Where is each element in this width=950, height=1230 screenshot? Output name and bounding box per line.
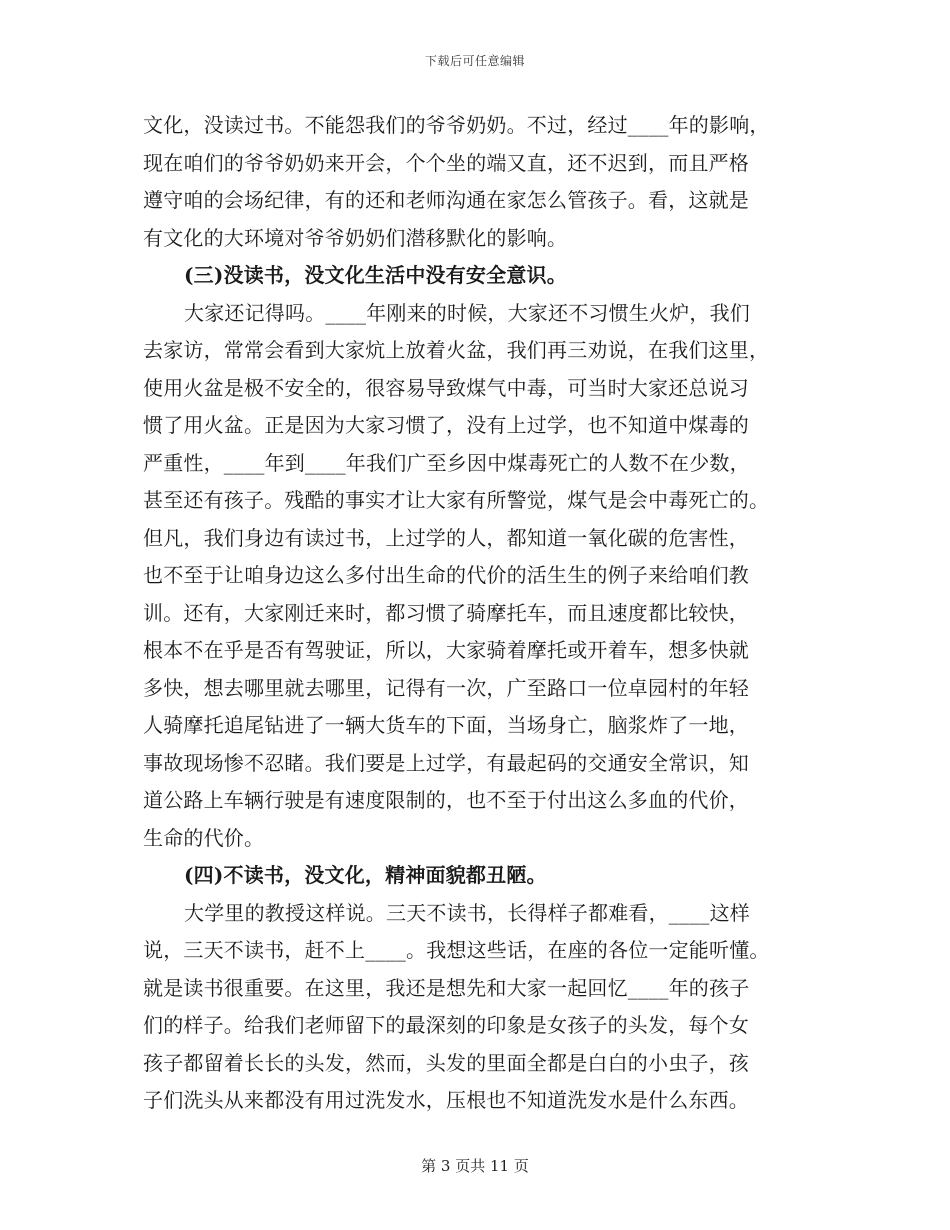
text-line: 遵守咱的会场纪律，有的还和老师沟通在家怎么管孩子。看，这就是 <box>143 188 749 212</box>
text-line: 生命的代价。 <box>143 825 265 850</box>
text-line: 大家还记得吗。____年刚来的时候，大家还不习惯生火炉，我们 <box>184 300 750 325</box>
body-text <box>143 107 803 1120</box>
text-line: 事故现场惨不忍睹。我们要是上过学，有最起码的交通安全常识，知 <box>143 750 749 775</box>
text-line: 也不至于让咱身边这么多付出生命的代价的活生生的例子来给咱们教 <box>143 563 749 587</box>
text-line: 人骑摩托追尾钻进了一辆大货车的下面，当场身亡，脑浆炸了一地， <box>143 713 749 737</box>
page-header: 下载后可任意编辑 <box>424 54 525 68</box>
page-footer: 第 3 页共 11 页 <box>421 1157 529 1175</box>
text-line: 有文化的大环境对爷爷奶奶们潜移默化的影响。 <box>143 225 568 250</box>
text-line: 说，三天不读书，赶不上____。我想这些话，在座的各位一定能听懂。 <box>143 938 770 962</box>
text-line: 孩子都留着长长的头发，然而，头发的里面全都是白白的小虫子，孩 <box>143 1050 749 1075</box>
text-line: 根本不在乎是否有驾驶证，所以，大家骑着摩托或开着车，想多快就 <box>143 638 749 662</box>
text-line: 大学里的教授这样说。三天不读书，长得样子都难看，____这样 <box>184 900 750 925</box>
text-line: 但凡，我们身边有读过书，上过学的人，都知道一氧化碳的危害性， <box>143 525 749 550</box>
text-line: 道公路上车辆行驶是有速度限制的，也不至于付出这么多血的代价， <box>143 788 749 812</box>
text-line: 使用火盆是极不安全的，很容易导致煤气中毒，可当时大家还总说习 <box>143 375 749 400</box>
section-heading: (三)没读书，没文化生活中没有安全意识。 <box>184 263 567 287</box>
text-line: 文化，没读过书。不能怨我们的爷爷奶奶。不过，经过____年的影响， <box>143 113 770 137</box>
text-line: 子们洗头从来都没有用过洗发水，压根也不知道洗发水是什么东西。 <box>143 1088 749 1112</box>
text-line: 们的样子。给我们老师留下的最深刻的印象是女孩子的头发，每个女 <box>143 1013 749 1037</box>
text-line: 惯了用火盆。正是因为大家习惯了，没有上过学，也不知道中煤毒的 <box>143 413 749 437</box>
text-line: 甚至还有孩子。残酷的事实才让大家有所警觉，煤气是会中毒死亡的。 <box>143 488 770 512</box>
text-line: 去家访，常常会看到大家炕上放着火盆，我们再三劝说，在我们这里， <box>143 338 770 362</box>
text-line: 训。还有，大家刚迁来时，都习惯了骑摩托车，而且速度都比较快， <box>143 600 749 625</box>
text-line: 严重性，____年到____年我们广至乡因中煤毒死亡的人数不在少数， <box>143 450 750 475</box>
text-line: 现在咱们的爷爷奶奶来开会，个个坐的端又直，还不迟到，而且严格 <box>143 150 749 175</box>
section-heading: (四)不读书，没文化，精神面貌都丑陋。 <box>184 863 547 887</box>
text-line: 就是读书很重要。在这里，我还是想先和大家一起回忆____年的孩子 <box>143 975 750 1000</box>
text-line: 多快，想去哪里就去哪里，记得有一次，广至路口一位卓园村的年轻 <box>143 675 749 700</box>
